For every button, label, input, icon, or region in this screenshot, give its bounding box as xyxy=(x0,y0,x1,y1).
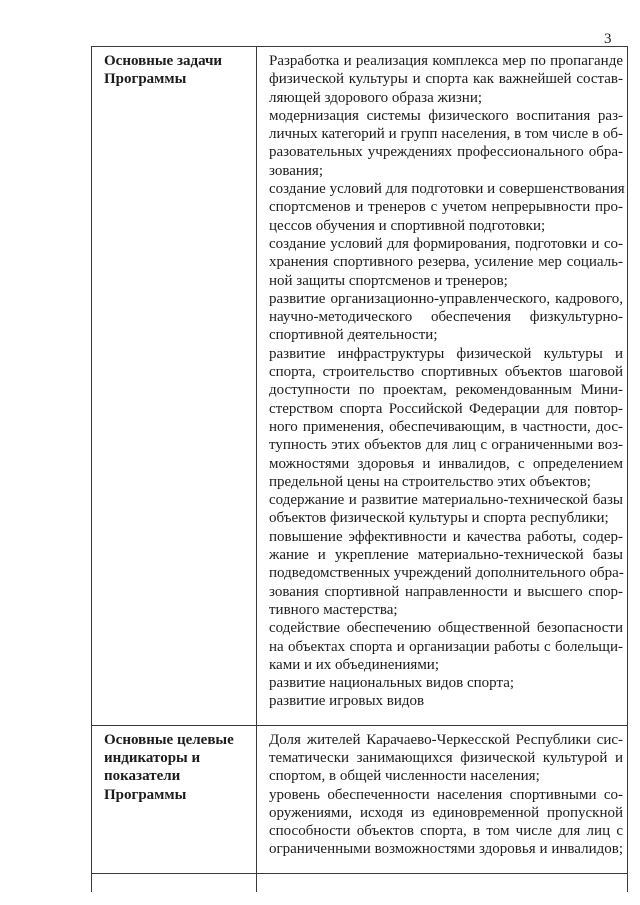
text-line: предельной цены на строительство этих объектов; xyxy=(269,473,591,490)
row-label-line: показатели xyxy=(104,768,181,785)
text-line: стерством спорта Российской Федерации для повтор- xyxy=(269,400,623,417)
program-passport-table xyxy=(91,46,628,892)
text-line: ляющей здорового образа жизни; xyxy=(269,89,483,106)
table-row-main-tasks xyxy=(92,47,628,726)
text-line: ного применения, обеспечивающим, в частности, дос- xyxy=(269,418,623,435)
text-line: личных категорий и групп населения, в том числе в об- xyxy=(269,126,623,143)
text-line: Разработка и реализация комплекса мер по пропаганде xyxy=(269,53,623,69)
text-line: хранения спортивного резерва, усиление мер социаль- xyxy=(269,254,623,271)
text-line: подведомственных учреждений дополнительного обра- xyxy=(269,565,624,582)
row-label-line: Основные задачи xyxy=(104,53,223,69)
row-content-target-indicators xyxy=(257,725,628,873)
text-line: оружениями, исходя из единовременной пропускной xyxy=(269,804,623,821)
text-line: ной защиты спортсменов и тренеров; xyxy=(269,272,508,289)
text-line: Доля жителей Карачаево-Черкесской Республики сис- xyxy=(269,731,623,748)
row-label-line: индикаторы и xyxy=(104,749,201,766)
text-line: уровень обеспеченности населения спортивными со- xyxy=(269,786,623,803)
text-line: научно-методического обеспечения физкультурно- xyxy=(269,309,623,326)
text-line: тематически занимающихся физической культурой и xyxy=(269,749,623,766)
text-line: развитие инфраструктуры физической культуры и xyxy=(269,345,623,362)
text-line: спортом, в общей численности населения; xyxy=(269,768,540,785)
table-row-target-indicators xyxy=(92,725,628,873)
text-line: физической культуры и спорта как важнейшей состав- xyxy=(269,71,623,88)
text-line: на объектах спорта и организации работы с болельщи- xyxy=(269,638,623,655)
text-line: спортивной деятельности; xyxy=(269,327,438,344)
text-line: ограниченными возможностями здоровья и инвалидов; xyxy=(269,841,623,858)
text-line: можностями здоровья и инвалидов, с определением xyxy=(269,455,623,472)
text-line: тивного мастерства; xyxy=(269,601,398,618)
text-line: ками и их объединениями; xyxy=(269,656,440,673)
text-line: спорта, строительство спортивных объектов шаговой xyxy=(269,364,623,381)
text-line: развитие национальных видов спорта; xyxy=(269,675,515,692)
text-line: объектов физической культуры и спорта республики; xyxy=(269,510,609,527)
page-number: 3 xyxy=(604,31,612,47)
text-line: разовательных учреждениях профессионального обра- xyxy=(269,144,623,161)
text-line: создание условий для формирования, подготовки и со- xyxy=(269,235,623,252)
text-line: развитие игровых видов xyxy=(269,693,425,710)
text-line: модернизация системы физического воспитания раз- xyxy=(269,107,623,124)
text-line: повышение эффективности и качества работы, содер- xyxy=(269,528,623,545)
text-line: доступности по проектам, рекомендованным Мини- xyxy=(269,382,623,399)
text-line: жание и укрепление материально-технической базы xyxy=(269,547,623,564)
row-label-line: Программы xyxy=(104,71,187,88)
row-content-main-tasks xyxy=(257,47,628,726)
text-line: создание условий для подготовки и совершенствования xyxy=(269,181,625,198)
continuation-cell-right xyxy=(257,873,628,892)
text-line: цессов обучения и спортивной подготовки; xyxy=(269,217,546,234)
row-label-main-tasks xyxy=(92,47,257,726)
continuation-cell-left xyxy=(92,873,257,892)
text-line: способности объектов спорта, в том числе для лиц с xyxy=(269,823,623,840)
text-line: содействие обеспечению общественной безопасности xyxy=(269,620,623,637)
table-row-continuation xyxy=(92,873,628,892)
row-label-target-indicators xyxy=(92,725,257,873)
text-line: зования; xyxy=(269,162,324,179)
text-line: спортсменов и тренеров с учетом непрерывности про- xyxy=(269,199,623,216)
text-line: содержание и развитие материально-технической базы xyxy=(269,492,623,509)
row-label-line: Программы xyxy=(104,786,187,803)
row-label-line: Основные целевые xyxy=(104,731,234,748)
text-line: зования спортивной направленности и высшего спор- xyxy=(269,583,623,600)
text-line: тупность этих объектов для лиц с ограниченными воз- xyxy=(269,437,623,454)
text-line: развитие организационно-управленческого, кадрового, xyxy=(269,290,623,307)
